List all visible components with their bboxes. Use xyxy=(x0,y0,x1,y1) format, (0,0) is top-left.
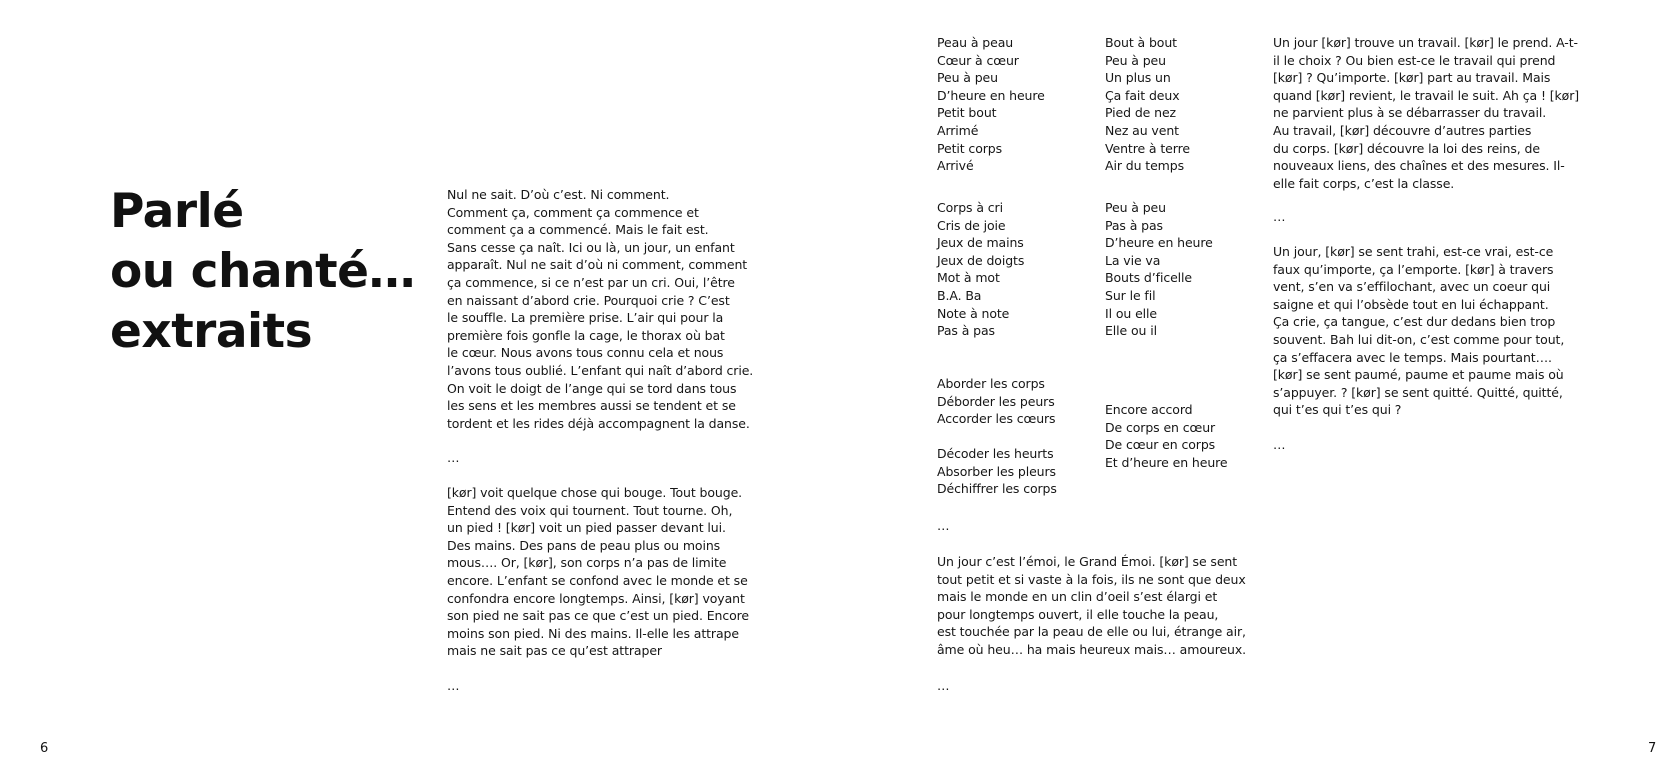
ellipsis-6: … xyxy=(1273,437,1286,452)
ellipsis-3: … xyxy=(937,518,950,533)
ellipsis-2: … xyxy=(447,678,460,693)
wordlist-a4: Décoder les heurts Absorber les pleurs Déchiffrer les corps xyxy=(937,446,1057,497)
paragraph-feet: [kør] voit quelque chose qui bouge. Tout bouge. Entend des voix qui tournent. Tout tourne. Oh, un pied ! [kør] voit un pied passer devant lui. Des mains. Des pans de peau plus ou moins mous…. Or, [kør], son corps n’a pas de limite encore. L’enfant se confond avec le monde et se confondra encore longtemps. Ainsi, [kør] voyant son pied ne sait pas ce que c’est un pied. Encore moins son pied. Ni des mains. Il-elle les attrape mais ne sait pas ce qu’est attraper xyxy=(447,485,750,659)
title-line-2: ou chanté… xyxy=(110,244,415,299)
wordlist-b2: Peu à peu Pas à pas D’heure en heure La vie va Bouts d’ficelle Sur le fil Il ou elle Elle ou il xyxy=(1105,200,1213,339)
paragraph-birth: Nul ne sait. D’où c’est. Ni comment. Comment ça, comment ça commence et comment ça a commencé. Mais le fait est. Sans cesse ça naît. Ici ou là, un jour, un enfant apparaît. Nul ne sait d’où ni comment, comment ça commence, si ce n’est par un cri. Oui, l’être en naissant d’abord crie. Pourquoi crie ? C’est le souffle. La première prise. L’air qui pour la première fois gonfle la cage, le thorax où bat le cœur. Nous avons tous connu cela et nous l’avons tous oublié. L’enfant qui naît d’abord crie. On voit le doigt de l’ange qui se tord dans tous les sens et les membres aussi se tendent et se tordent et les rides déjà accompagnent la danse. xyxy=(447,187,754,431)
title-line-3: extraits xyxy=(110,304,313,359)
page-title xyxy=(110,182,415,362)
page-number-left: 6 xyxy=(40,741,49,756)
wordlist-a2: Corps à cri Cris de joie Jeux de mains Jeux de doigts Mot à mot B.A. Ba Note à note Pas à pas xyxy=(937,200,1025,339)
ellipsis-1: … xyxy=(447,450,460,465)
wordlist-a3: Aborder les corps Déborder les peurs Accorder les cœurs xyxy=(937,376,1056,427)
paragraph-trahi: Un jour, [kør] se sent trahi, est-ce vrai, est-ce faux qu’importe, ça l’emporte. [kør] à travers vent, s’en va s’effilochant, avec un coeur qui saigne et qui l’obsède tout en lui échappant. Ça crie, ça tangue, c’est dur dedans bien trop souvent. Bah lui dit-on, c’est comme pour tout, ça s’effacera avec le temps. Mais pourtant…. [kør] se sent paumé, paume et paume mais où s’appuyer. ? [kør] se sent quitté. Quitté, quitté, qui t’es qui t’es qui ? xyxy=(1273,244,1565,418)
ellipsis-5: … xyxy=(1273,209,1286,224)
title-line-1: Parlé xyxy=(110,184,244,239)
page-number-right: 7 xyxy=(1648,741,1657,756)
paragraph-travail: Un jour [kør] trouve un travail. [kør] le prend. A-t- il le choix ? Ou bien est-ce le travail qui prend [kør] ? Qu’importe. [kør] part au travail. Mais quand [kør] revient, le travail le suit. Ah ça ! [kør] ne parvient plus à se débarrasser du travail. Au travail, [kør] découvre d’autres parties du corps. [kør] découvre la loi des reins, de nouveaux liens, des chaînes et des mesures. Il- elle fait corps, c’est la classe. xyxy=(1273,35,1580,191)
wordlist-b1: Bout à bout Peu à peu Un plus un Ça fait deux Pied de nez Nez au vent Ventre à terre Air du temps xyxy=(1105,35,1190,174)
ellipsis-4: … xyxy=(937,678,950,693)
wordlist-a1: Peau à peau Cœur à cœur Peu à peu D’heure en heure Petit bout Arrimé Petit corps Arrivé xyxy=(937,35,1045,174)
wordlist-b3: Encore accord De corps en cœur De cœur en corps Et d’heure en heure xyxy=(1105,402,1228,470)
paragraph-emoi: Un jour c’est l’émoi, le Grand Émoi. [kør] se sent tout petit et si vaste à la fois, ils ne sont que deux mais le monde en un clin d’oeil s’est élargi et pour longtemps ouvert, il elle touche la peau, est touchée par la peau de elle ou lui, étrange air, âme où heu… ha mais heureux mais… amoureux. xyxy=(937,554,1247,657)
